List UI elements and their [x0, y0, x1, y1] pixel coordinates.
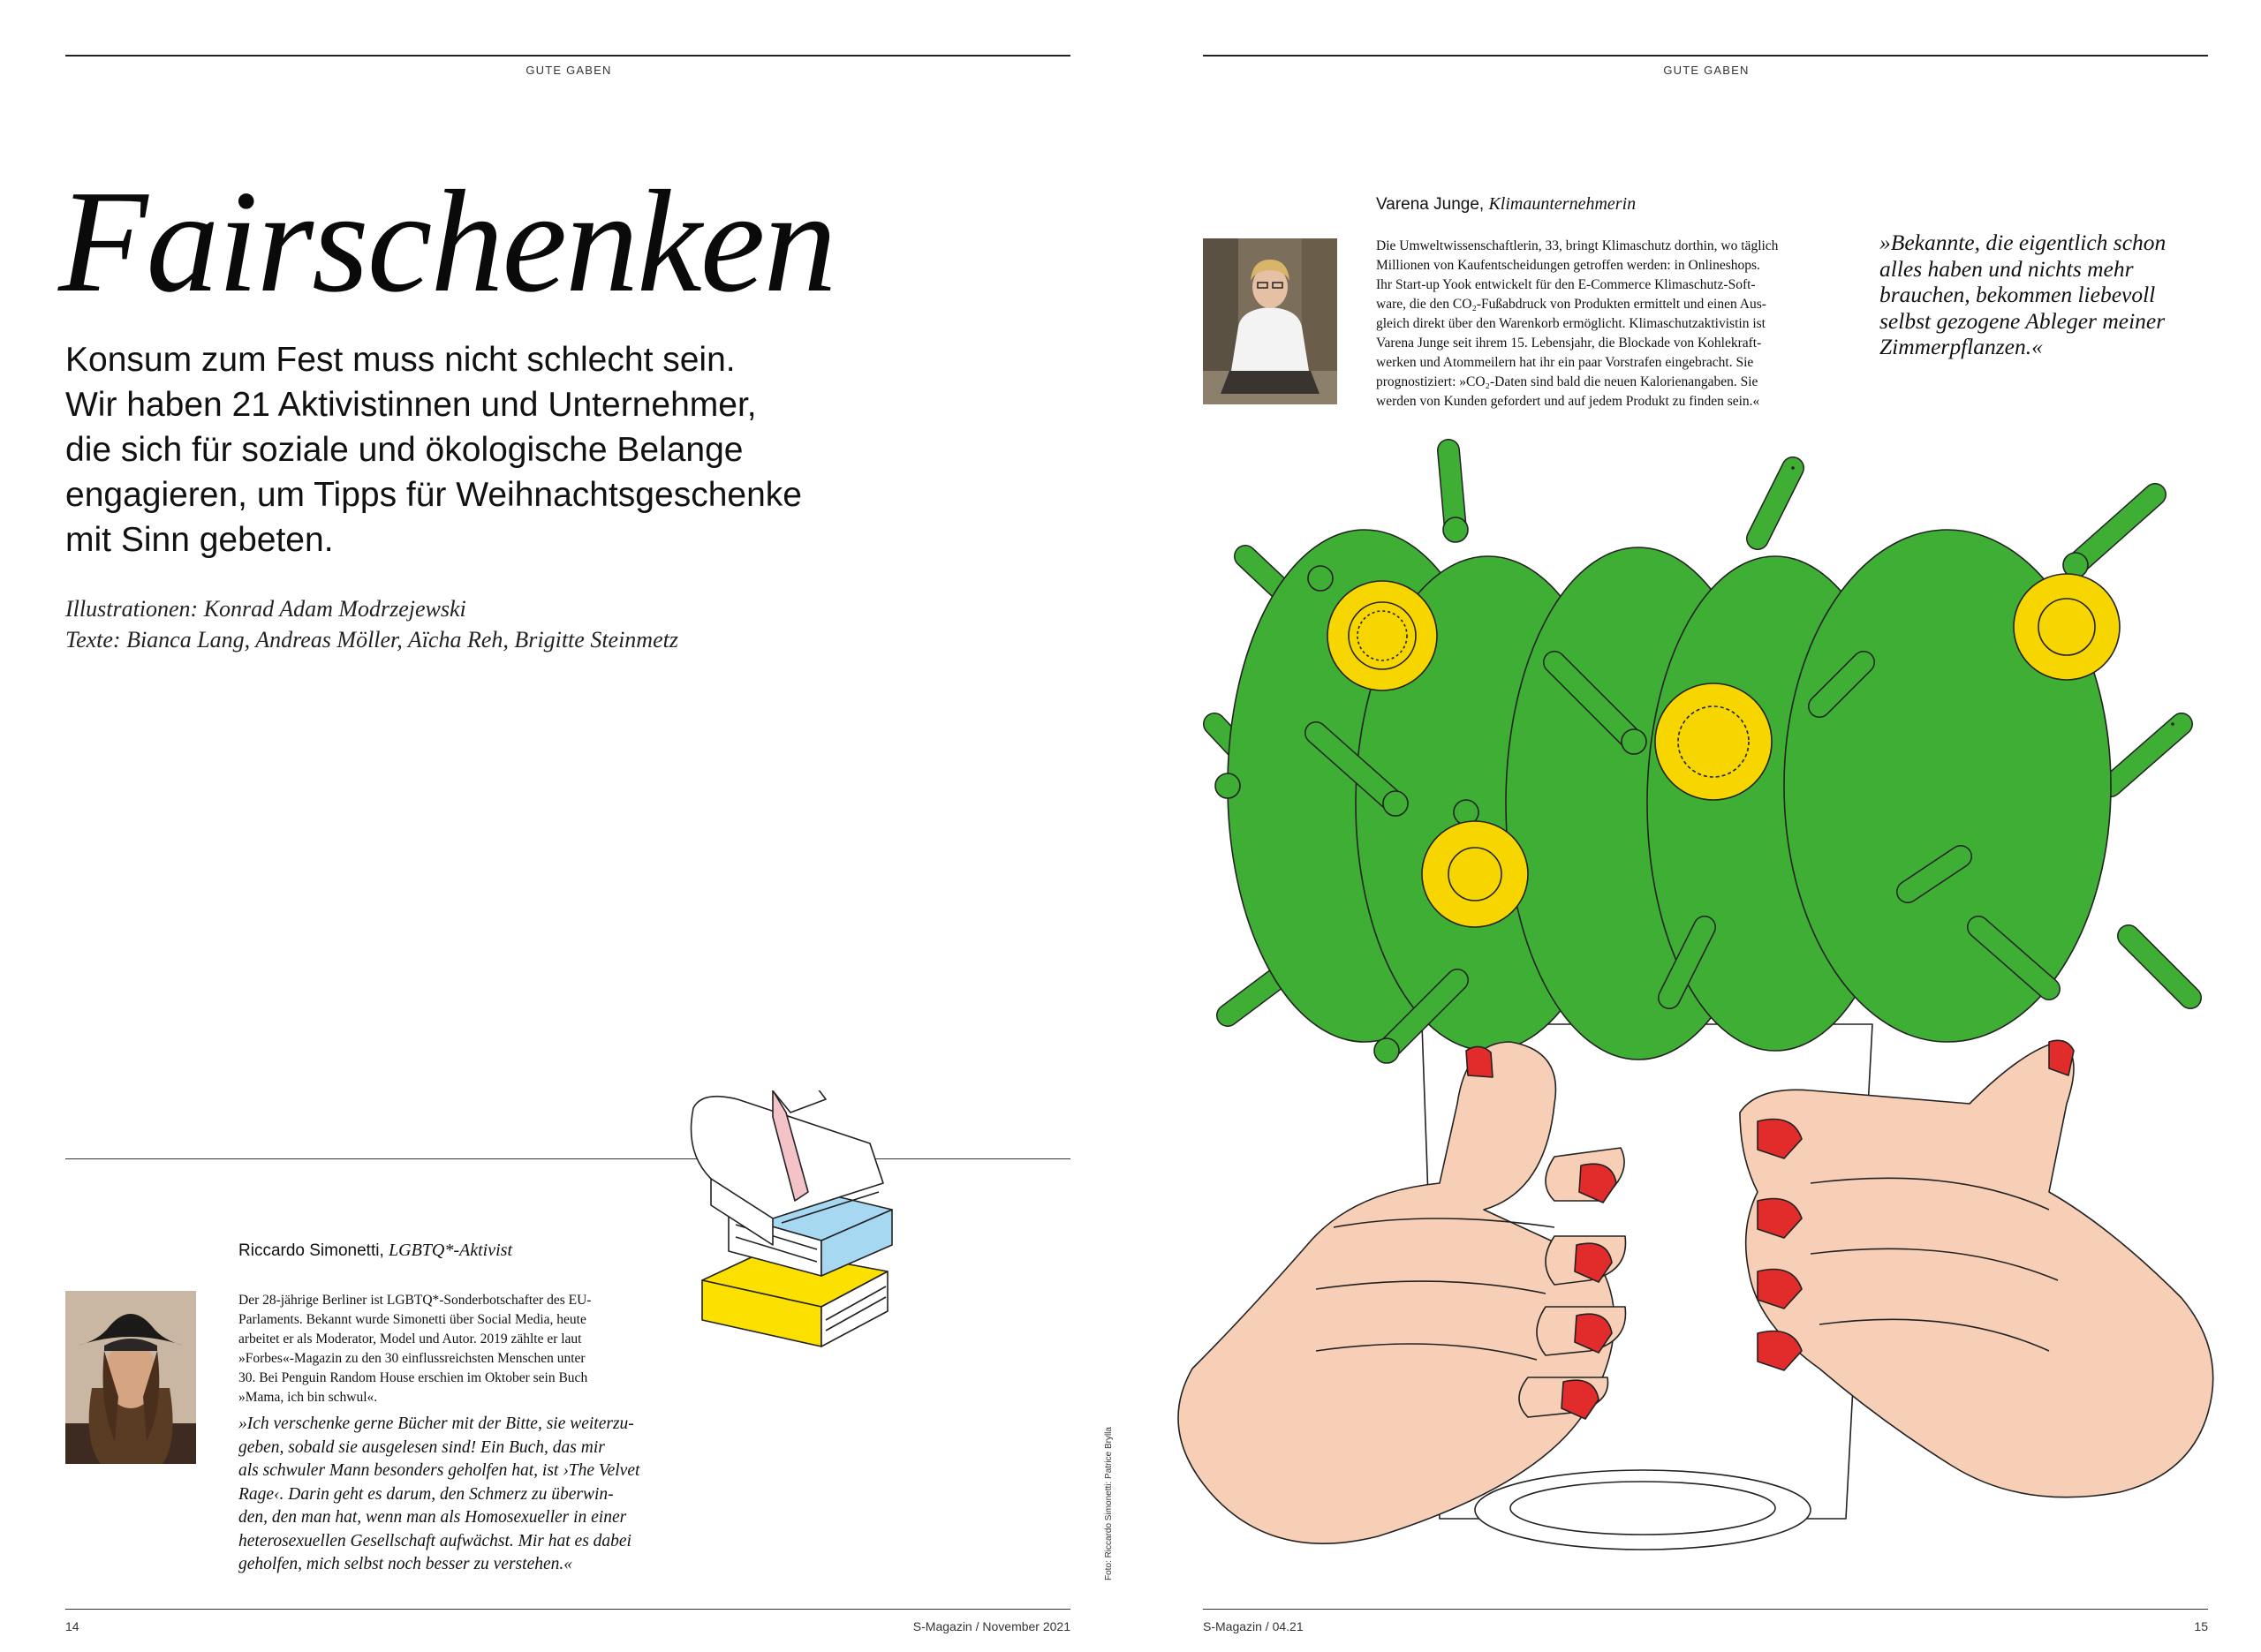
quote-line: Zimmerpflanzen.«: [1879, 334, 2043, 359]
profile-role: Klimaunternehmerin: [1488, 194, 1637, 214]
top-rule-right: [1203, 55, 2208, 57]
lead-line: engagieren, um Tipps für Weihnachtsgeschenke: [65, 476, 802, 514]
bio-line: Parlaments. Bekannt wurde Simonetti über Social Media, heute: [238, 1312, 586, 1327]
page-number-right: 15: [2194, 1619, 2208, 1633]
quote-line: als schwuler Mann besonders geholfen hat, ist ›The Velvet: [238, 1461, 640, 1480]
lead-line: Wir haben 21 Aktivistinnen und Unternehmer,: [65, 386, 757, 424]
bio-junge: [1376, 237, 1837, 411]
top-rule-left: [65, 55, 1070, 57]
text-credit: Texte: Bianca Lang, Andreas Möller, Aïcha Reh, Brigitte Steinmetz: [65, 627, 678, 653]
bottom-rule-right: [1203, 1609, 2208, 1610]
quote-line: brauchen, bekommen liebevoll: [1879, 282, 2156, 307]
bio-line: prognostiziert: »CO₂-Daten sind bald die neuen Kalorienangaben. Sie: [1376, 374, 1758, 389]
bio-line: arbeitet er als Moderator, Model und Autor. 2019 zählte er laut: [238, 1331, 582, 1346]
quote-simonetti: [238, 1413, 698, 1577]
quote-junge: [1879, 230, 2215, 360]
quote-line: den, den man hat, wenn man als Homosexueller in einer: [238, 1508, 627, 1527]
flower-1: [1327, 581, 1437, 690]
books-shirt-illustration: [676, 1090, 1082, 1585]
profile-name: Riccardo Simonetti,: [238, 1241, 384, 1260]
quote-line: alles haben und nichts mehr: [1879, 255, 2134, 282]
portrait-junge: [1203, 238, 1337, 404]
bio-line: Die Umweltwissenschaftlerin, 33, bringt Klimaschutz dorthin, wo täglich: [1376, 238, 1779, 253]
bio-line: Ihr Start-up Yook entwickelt für den E-Commerce Klimaschutz-Soft-: [1376, 277, 1756, 292]
quote-line: »Bekannte, die eigentlich schon: [1879, 230, 2166, 255]
flower-3: [2014, 574, 2120, 680]
footer-right: S-Magazin / 04.21: [1203, 1619, 1304, 1633]
page-number-left: 14: [65, 1619, 79, 1633]
bio-line: Der 28-jährige Berliner ist LGBTQ*-Sonderbotschafter des EU-: [238, 1293, 592, 1308]
lead-line: mit Sinn gebeten.: [65, 521, 334, 559]
footer-left: S-Magazin / November 2021: [912, 1619, 1070, 1633]
quote-line: »Ich verschenke gerne Bücher mit der Bitte, sie weiterzu-: [238, 1414, 634, 1433]
bio-simonetti: [238, 1291, 682, 1407]
bio-line: Varena Junge seit ihrem 15. Lebensjahr, die Blockade von Kohlekraft-: [1376, 336, 1762, 351]
flower-4: [1422, 821, 1528, 927]
illustration-credit: Illustrationen: Konrad Adam Modrzejewski: [65, 596, 466, 622]
bio-line: gleich direkt über den Warenkorb ermöglicht. Klimaschutzaktivistin ist: [1376, 316, 1766, 331]
flower-2: [1655, 683, 1772, 800]
bio-line: werken und Atommeilern hat ihr ein paar Vorstrafen eingebracht. Sie: [1376, 355, 1754, 370]
page-title: Fairschenken: [58, 160, 836, 322]
bio-line: 30. Bei Penguin Random House erschien im Oktober sein Buch: [238, 1370, 588, 1385]
lead-line: die sich für soziale und ökologische Belange: [65, 431, 744, 469]
quote-line: Rage‹. Darin geht es darum, den Schmerz zu überwin-: [238, 1484, 614, 1504]
author-line-simonetti: [238, 1241, 512, 1261]
credits: [65, 593, 860, 655]
bio-line: »Forbes«-Magazin zu den 30 einflussreichsten Menschen unter: [238, 1351, 586, 1366]
running-head-left: GUTE GABEN: [526, 64, 612, 77]
author-line-junge: [1376, 194, 1636, 215]
bio-line: »Mama, ich bin schwul«.: [238, 1390, 378, 1405]
bottom-rule-left: [65, 1609, 1070, 1610]
profile-role: LGBTQ*-Aktivist: [389, 1241, 513, 1260]
bio-line: werden von Kunden gefordert und auf jedem Produkt zu finden sein.«: [1376, 394, 1760, 409]
running-head-right: GUTE GABEN: [1663, 64, 1750, 77]
profile-name: Varena Junge,: [1376, 195, 1485, 214]
cactus-hands-illustration: [1175, 433, 2235, 1580]
quote-line: selbst gezogene Ableger meiner: [1879, 307, 2166, 334]
lead-paragraph: [65, 337, 860, 562]
lead-line: Konsum zum Fest muss nicht schlecht sein.: [65, 341, 736, 379]
photo-credit: Foto: Riccardo Simonetti: Patrice Brylla: [1104, 1427, 1114, 1580]
bio-line: ware, die den CO₂-Fußabdruck von Produkten ermittelt und einen Aus-: [1376, 297, 1766, 312]
quote-line: heterosexuellen Gesellschaft aufwächst. Mir hat es dabei: [238, 1531, 631, 1550]
quote-line: geben, sobald sie ausgelesen sind! Ein Buch, das mir: [238, 1437, 605, 1457]
portrait-simonetti: [65, 1291, 196, 1464]
bio-line: Millionen von Kaufentscheidungen getroffen werden: in Onlineshops.: [1376, 258, 1760, 273]
quote-line: geholfen, mich selbst noch besser zu verstehen.«: [238, 1555, 573, 1573]
